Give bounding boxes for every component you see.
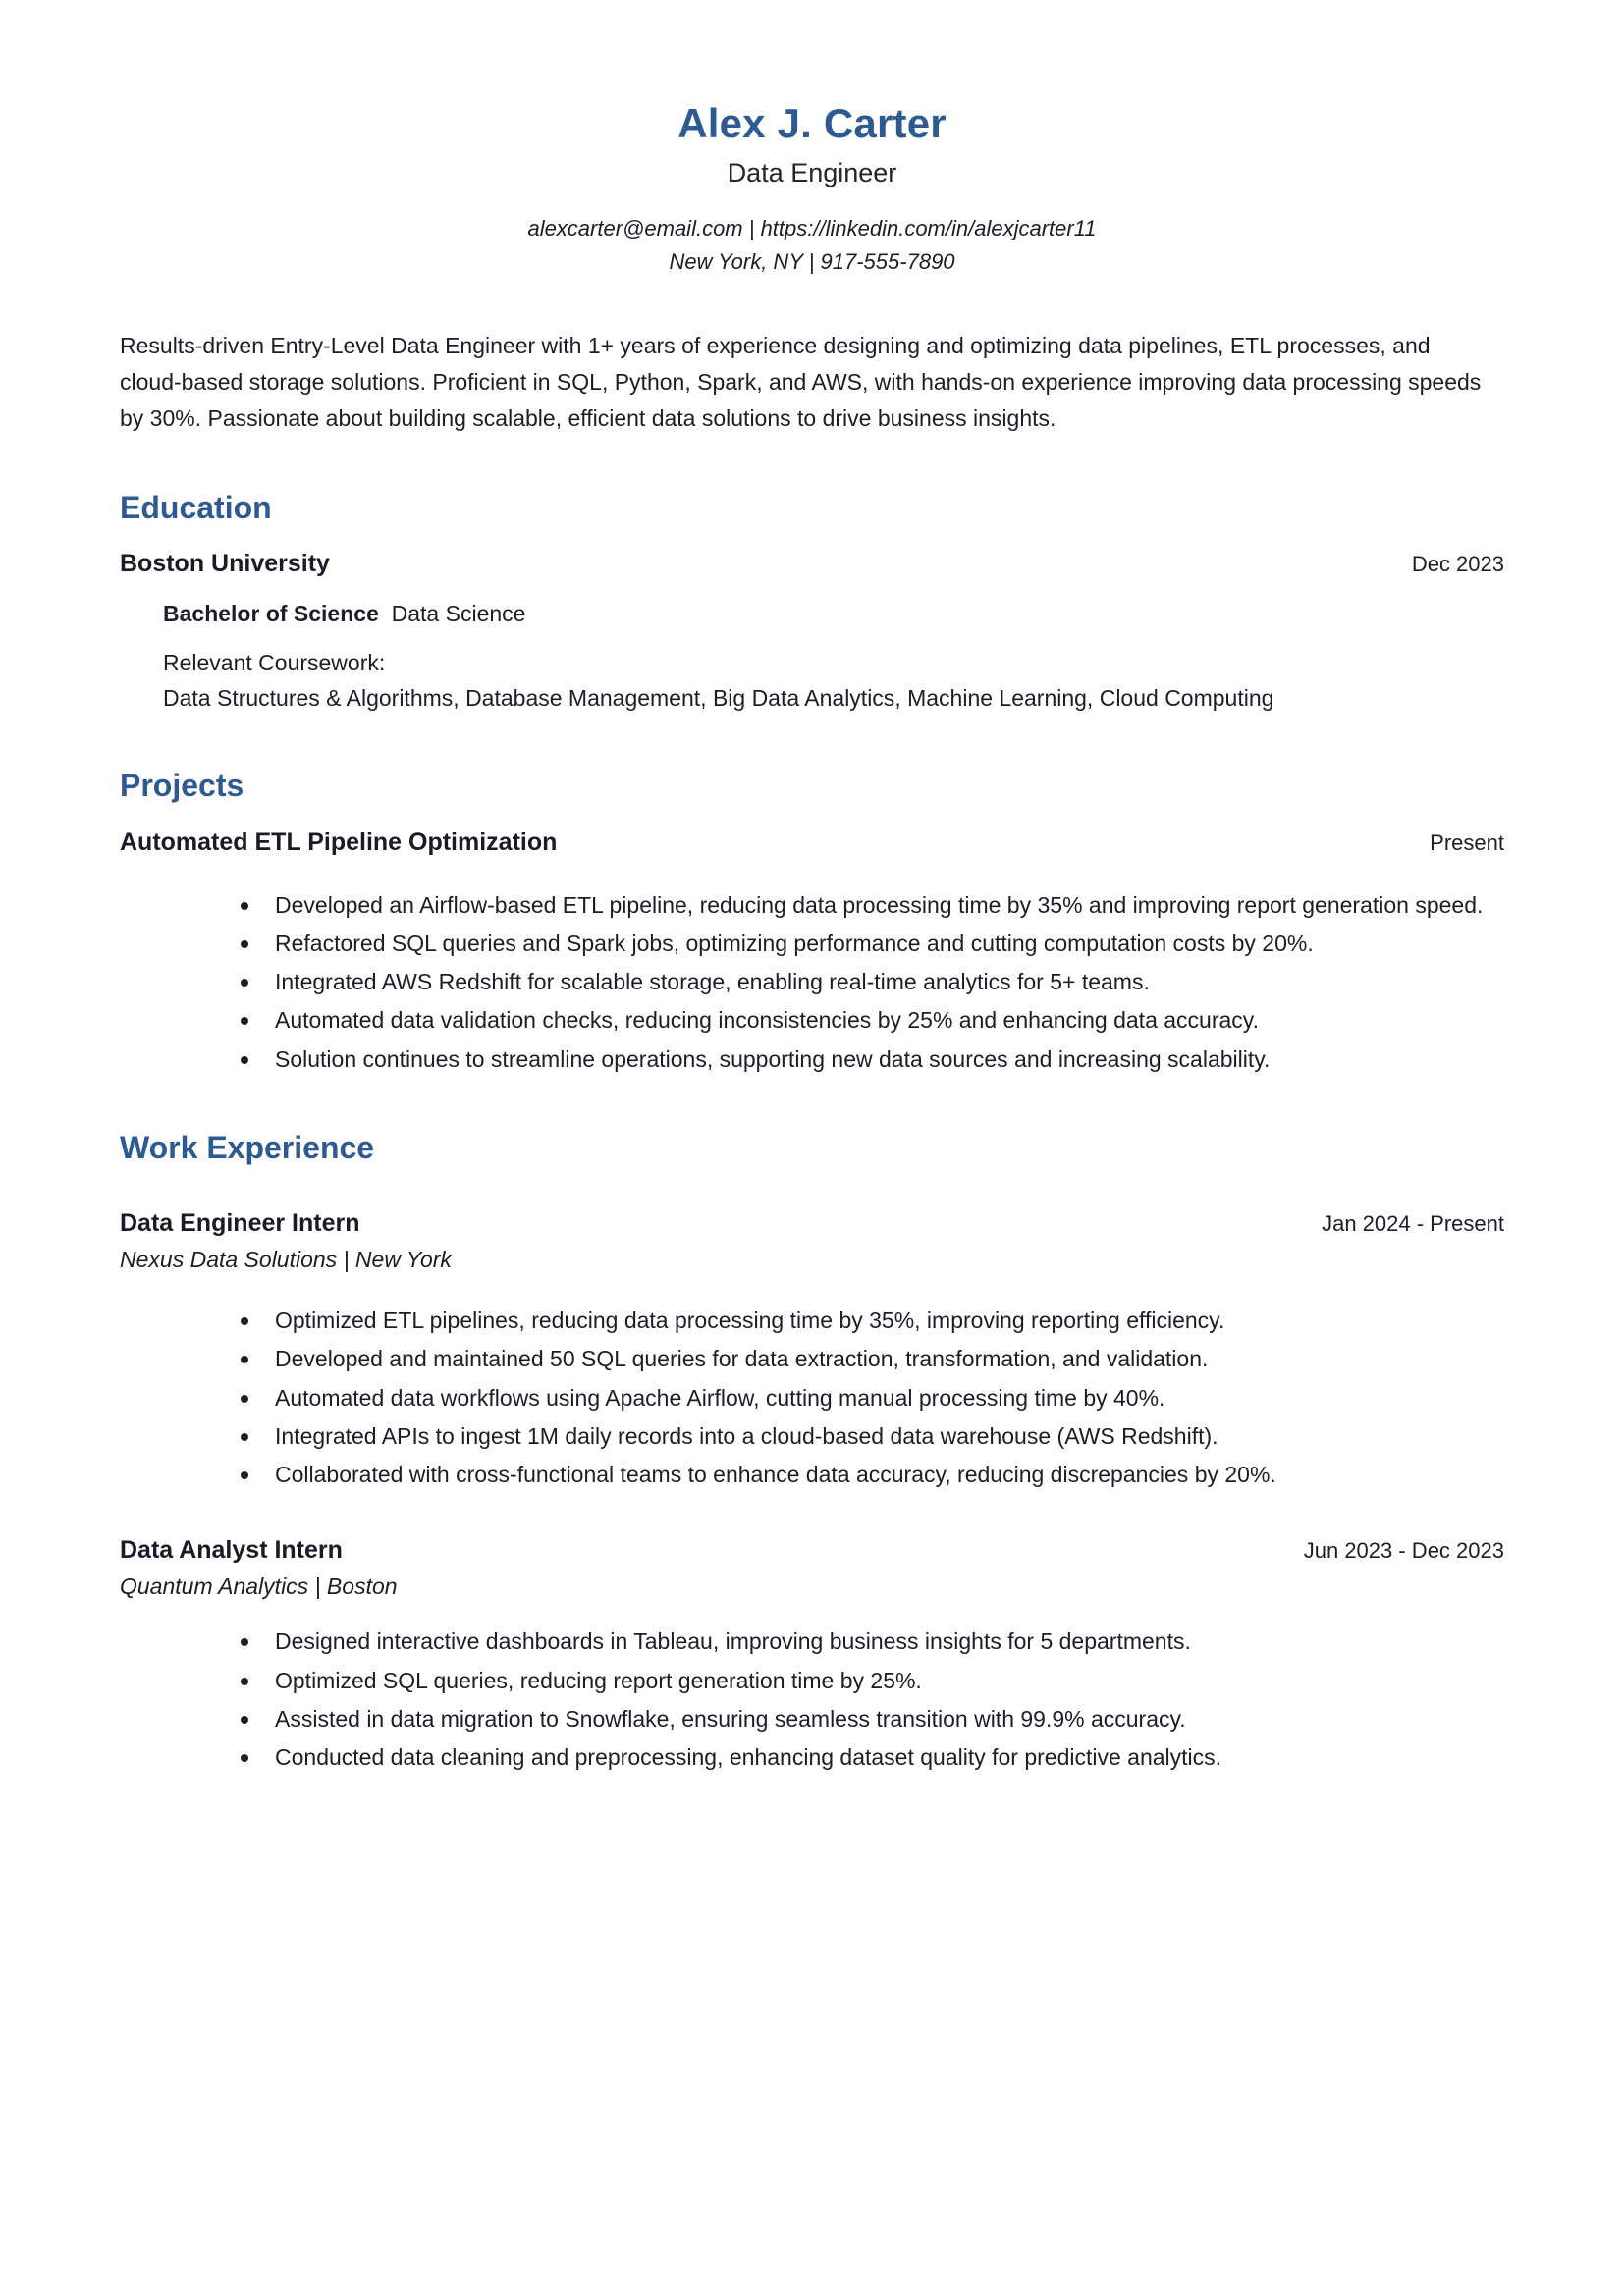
list-item: Optimized ETL pipelines, reducing data processing time by 35%, improving reporting efficiency. <box>120 1303 1504 1339</box>
project-bullet-list <box>120 887 1504 1078</box>
list-item: Automated data workflows using Apache Airflow, cutting manual processing time by 40%. <box>120 1380 1504 1416</box>
degree-field-value: Data Science <box>391 600 526 626</box>
project-entry-header <box>120 827 1504 860</box>
education-date: Dec 2023 <box>1411 551 1504 576</box>
degree-line <box>163 597 1504 631</box>
section-heading-education: Education <box>120 489 272 525</box>
list-item: Integrated AWS Redshift for scalable storage, enabling real-time analytics for 5+ teams. <box>120 964 1504 1000</box>
list-item: Developed an Airflow-based ETL pipeline, reducing data processing time by 35% and improving report generation speed. <box>120 887 1504 924</box>
project-entry <box>120 827 1504 1078</box>
list-item: Solution continues to streamline operations, supporting new data sources and increasing scalability. <box>120 1041 1504 1078</box>
work-bullet-list-2 <box>120 1624 1504 1776</box>
school-name: Boston University <box>120 549 330 577</box>
professional-summary: Results-driven Entry-Level Data Engineer with 1+ years of experience designing and optimizing data pipelines, ETL processes, and cloud-based storage solutions. Proficient in SQL, Python, Spark, and AWS, with hands-on experience improving data processing speeds by 30%. Passionate about building scalable, efficient data solutions to drive business insights. <box>120 332 1482 432</box>
section-heading-work-experience: Work Experience <box>120 1129 375 1165</box>
job-company-location: Nexus Data Solutions | New York <box>120 1246 452 1272</box>
contact-line-location-phone: New York, NY | 917-555-7890 <box>669 248 955 274</box>
list-item: Automated data validation checks, reducing inconsistencies by 25% and enhancing data accuracy. <box>120 1002 1504 1039</box>
candidate-name: Alex J. Carter <box>677 100 947 146</box>
list-item: Collaborated with cross-functional teams to enhance data accuracy, reducing discrepancies by 20%. <box>120 1457 1504 1493</box>
coursework-label: Relevant Coursework: <box>163 650 386 676</box>
work-entry-1 <box>120 1207 1504 1493</box>
list-item: Optimized SQL queries, reducing report generation time by 25%. <box>120 1663 1504 1699</box>
coursework <box>163 646 1439 716</box>
education-details <box>163 597 1504 717</box>
coursework-list: Data Structures & Algorithms, Database Management, Big Data Analytics, Machine Learning, Cloud Computing <box>163 684 1274 711</box>
list-item: Assisted in data migration to Snowflake, ensuring seamless transition with 99.9% accuracy. <box>120 1701 1504 1737</box>
degree-name: Bachelor of Science <box>163 600 379 626</box>
contact-line-email-linkedin: alexcarter@email.com | https://linkedin.com/in/alexjcarter11 <box>527 215 1097 240</box>
list-item: Conducted data cleaning and preprocessing, enhancing dataset quality for predictive analytics. <box>120 1739 1504 1776</box>
work-bullet-list-1 <box>120 1303 1504 1493</box>
job-company-location: Quantum Analytics | Boston <box>120 1574 398 1600</box>
degree-field <box>379 601 392 626</box>
resume-header <box>120 98 1504 279</box>
education-entry-header <box>120 548 1504 581</box>
list-item: Designed interactive dashboards in Tableau, improving business insights for 5 departments. <box>120 1624 1504 1660</box>
section-heading-projects: Projects <box>120 768 244 804</box>
job-date: Jan 2024 - Present <box>1322 1211 1504 1237</box>
work-entry-2 <box>120 1534 1504 1776</box>
list-item: Refactored SQL queries and Spark jobs, optimizing performance and cutting computation costs by 20%. <box>120 926 1504 962</box>
project-title: Automated ETL Pipeline Optimization <box>120 828 558 856</box>
job-title: Data Engineer Intern <box>120 1209 360 1238</box>
list-item: Integrated APIs to ingest 1M daily records into a cloud-based data warehouse (AWS Redshift). <box>120 1418 1504 1455</box>
list-item: Developed and maintained 50 SQL queries for data extraction, transformation, and validation. <box>120 1341 1504 1377</box>
job-date: Jun 2023 - Dec 2023 <box>1303 1538 1504 1564</box>
education-entry <box>120 548 1504 717</box>
job-title: Data Analyst Intern <box>120 1536 343 1565</box>
work-entry-1-header <box>120 1207 1504 1241</box>
work-entry-2-header <box>120 1534 1504 1568</box>
project-date: Present <box>1430 829 1504 855</box>
candidate-job-title: Data Engineer <box>727 157 897 187</box>
